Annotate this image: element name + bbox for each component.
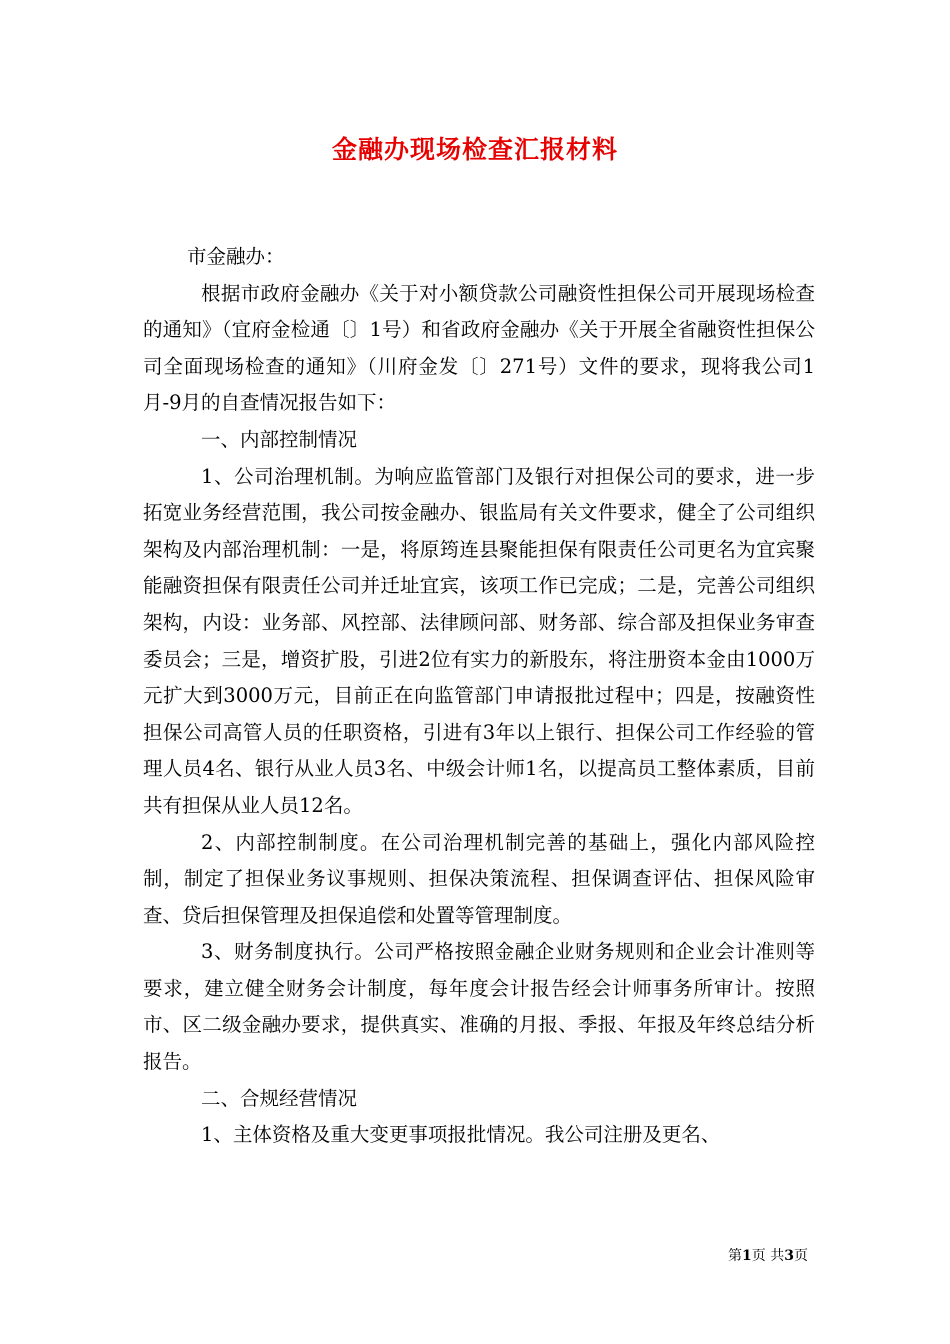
paragraph-qualification: 1、主体资格及重大变更事项报批情况。我公司注册及更名、 <box>201 1123 721 1147</box>
intro-paragraph: 根据市政府金融办《关于对小额贷款公司融资性担保公司开展现场检查的通知》（宜府金检通〔〕1号）和省政府金融办《关于开展全省融资性担保公司全面现场检查的通知》（川府金发〔〕271号）文件的要求，现将我公司1月-9月的自查情况报告如下： <box>143 281 815 415</box>
paragraph-financial-system: 3、财务制度执行。公司严格按照金融企业财务规则和企业会计准则等要求，建立健全财务会计制度，每年度会计报告经会计师事务所审计。按照市、区二级金融办要求，提供真实、准确的月报、季报、年报及年终总结分析报告。 <box>143 940 815 1074</box>
footer-page-number: 1 <box>742 1248 752 1264</box>
section-heading-internal-control: 一、内部控制情况 <box>201 427 358 451</box>
document-title: 金融办现场检查汇报材料 <box>331 135 618 164</box>
salutation: 市金融办： <box>187 245 285 268</box>
document-body <box>143 239 815 1154</box>
section-heading-compliance: 二、合规经营情况 <box>201 1086 358 1110</box>
paragraph-internal-control-system: 2、内部控制制度。在公司治理机制完善的基础上，强化内部风险控制，制定了担保业务议事规则、担保决策流程、担保调查评估、担保风险审查、贷后担保管理及担保追偿和处置等管理制度。 <box>143 830 815 927</box>
footer-prefix: 第 <box>728 1248 743 1264</box>
paragraph-governance: 1、公司治理机制。为响应监管部门及银行对担保公司的要求，进一步拓宽业务经营范围，我公司按金融办、银监局有关文件要求，健全了公司组织架构及内部治理机制：一是，将原筠连县聚能担保有限责任公司更名为宜宾聚能融资担保有限责任公司并迁址宜宾，该项工作已完成；二是，完善公司组织架构，内设：业务部、风控部、法律顾问部、财务部、综合部及担保业务审查委员会；三是，增资扩股，引进2位有实力的新股东，将注册资本金由1000万元扩大到3000万元，目前正在向监管部门申请报批过程中；四是，按融资性担保公司高管人员的任职资格，引进有3年以上银行、担保公司工作经验的管理人员4名、银行从业人员3名、中级会计师1名，以提高员工整体素质，目前共有担保从业人员12名。 <box>143 464 815 817</box>
page-footer <box>728 1247 808 1265</box>
footer-total-pages: 3 <box>784 1248 794 1264</box>
footer-suffix: 页 <box>794 1248 808 1264</box>
footer-middle: 页 共 <box>751 1248 785 1264</box>
